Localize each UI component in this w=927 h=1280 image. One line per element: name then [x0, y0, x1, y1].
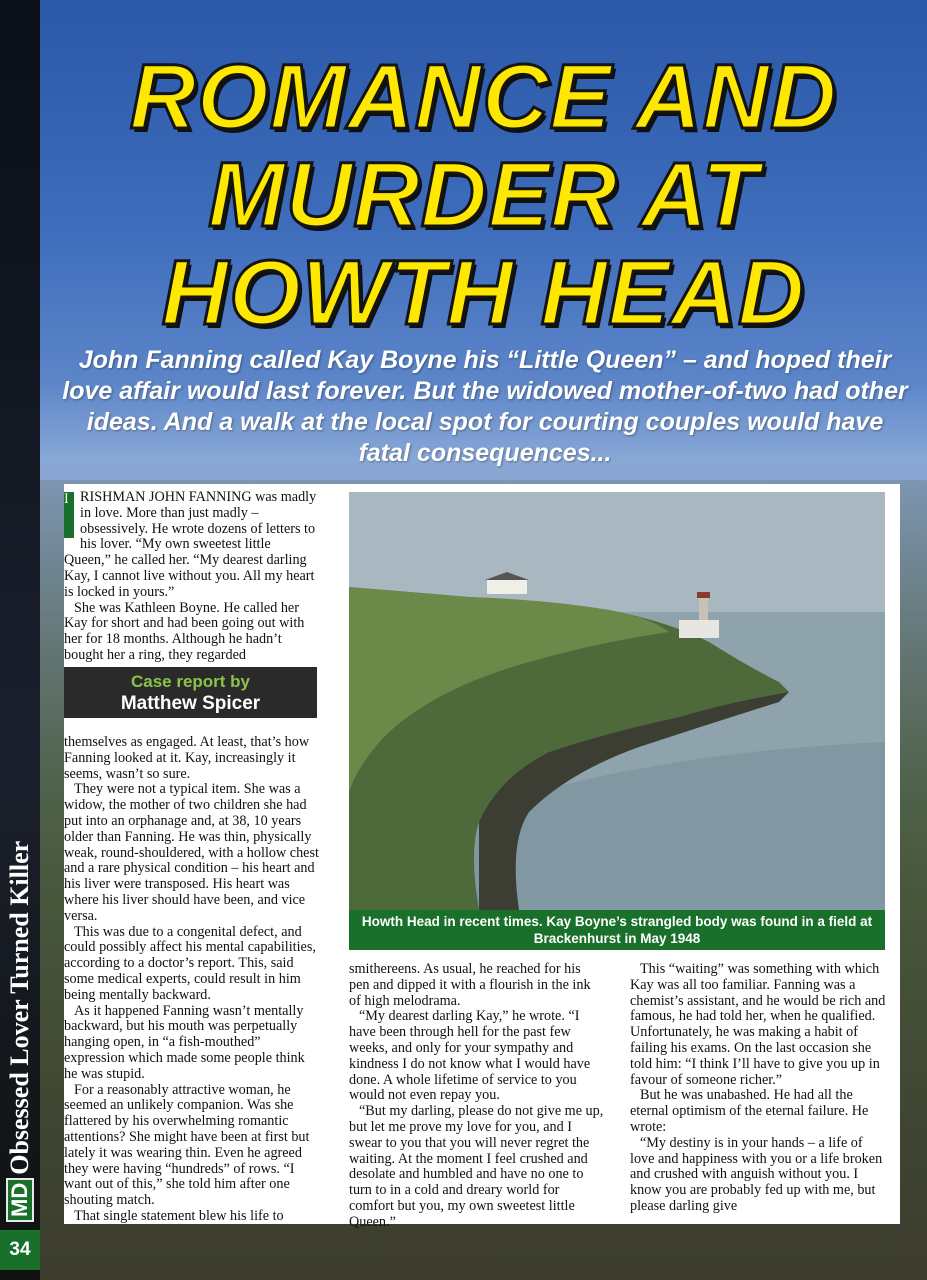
paragraph: “But my darling, please do not give me up, but let me prove my love for you, and I swear to you that you will never regret the waiting. At the moment I feel crushed and desolate and humbled and have no one to turn to in a cold and dreary world for comfort but you, my own sweetest little Queen.” [349, 1103, 604, 1230]
paragraph: themselves as engaged. At least, that’s how Fanning looked at it. Kay, increasingly it seems, wasn’t so sure. [64, 734, 310, 782]
coastline-illustration [349, 492, 885, 910]
paragraph: “My destiny is in your hands – a life of love and happiness with you or a life broken and crushed with anguish without you. I know you are probably fed up with me, but please darling give [630, 1134, 883, 1214]
case-report-label: Case report by [130, 672, 251, 691]
paragraph: smithereens. As usual, he reached for his pen and dipped it with a flourish in the ink of high melodrama. [349, 961, 591, 1009]
case-report-box [64, 667, 317, 718]
paragraph: As it happened Fanning wasn’t mentally backward, but his mouth was perpetually hanging open, in “a fish-mouthed” expression which made some people think he was stupid. [64, 1002, 305, 1082]
photo-caption: Howth Head in recent times. Kay Boyne’s strangled body was found in a field at Brackenhurst in May 1948 [349, 910, 885, 950]
article-column-1-bottom [64, 735, 319, 1225]
article-column-2 [349, 962, 604, 1231]
section-label [6, 841, 34, 1222]
article-column-1-top [64, 490, 319, 664]
drop-cap [64, 492, 74, 538]
article-column-3 [630, 962, 888, 1215]
paragraph: This “waiting” was something with which Kay was all too familiar. Fanning was a chemist’s assistant, and he would be rich and famous, he had told her, when he qualified. Unfortunately, he was making a habit of failing his exams. On the last occasion she told him: “I think I’ll have to give you up in favour of someone richer.” [630, 961, 886, 1088]
case-report-author: Matthew Spicer [120, 693, 261, 714]
paragraph: That single statement blew his life to [74, 1207, 284, 1224]
section-title: Obsessed Lover Turned Killer [5, 840, 34, 1175]
headline-line-1: ROMANCE AND [129, 46, 838, 148]
paragraph: They were not a typical item. She was a widow, the mother of two children she had put into an orphanage and, at 38, 10 years older than Fanning. He was thin, physically weak, round-shouldered, with a hollow chest and a rare physical condition – his heart and his liver were transposed. His heart was where his liver should have been, and vice versa. [64, 781, 319, 924]
headline-line-3: HOWTH HEAD [161, 242, 806, 344]
standfirst: John Fanning called Kay Boyne his “Little Queen” – and hoped their love affair would last forever. But the widowed mother-of-two had other ideas. And a walk at the local spot for courting couples would have fatal consequences... [62, 346, 908, 467]
paragraph: For a reasonably attractive woman, he seemed an unlikely companion. Was she flattered by his overwhelming romantic attentions? She might have been at first but lately it was wearing thin. Even he agreed they were having “hundreds” of rows. “I want out of this,” she told him after one shouting match. [64, 1081, 310, 1209]
headline [40, 48, 927, 342]
headline-line-2: MURDER AT [208, 144, 759, 246]
section-spine [0, 0, 40, 1280]
page-number: 34 [0, 1230, 40, 1270]
howth-head-photo [349, 492, 885, 910]
paragraph: This was due to a congenital defect, and could possibly affect his mental capabilities, according to a doctor’s report. This, said some medical experts, could result in him being mentally backward. [64, 923, 316, 1003]
drop-cap-letter: I [64, 491, 69, 507]
paragraph: RISHMAN JOHN FANNING was madly in love. More than just madly – obsessively. He wrote dozens of letters to his lover. “My own sweetest little Queen,” he called her. “My dearest darling Kay, I cannot live without you. All my heart is locked in yours.” [64, 489, 317, 600]
md-logo-badge: MD [6, 1178, 34, 1222]
paragraph: She was Kathleen Boyne. He called her Kay for short and had been going out with her for 18 months. Although he hadn’t bought her a ring, they regarded [64, 599, 305, 663]
paragraph: “My dearest darling Kay,” he wrote. “I have been through hell for the past few weeks, and only for your sympathy and kindness I do not know what I would have done. A whole lifetime of service to you would not even repay you. [349, 1008, 591, 1104]
paragraph: But he was unabashed. He had all the eternal optimism of the eternal failure. He wrote: [630, 1087, 869, 1135]
